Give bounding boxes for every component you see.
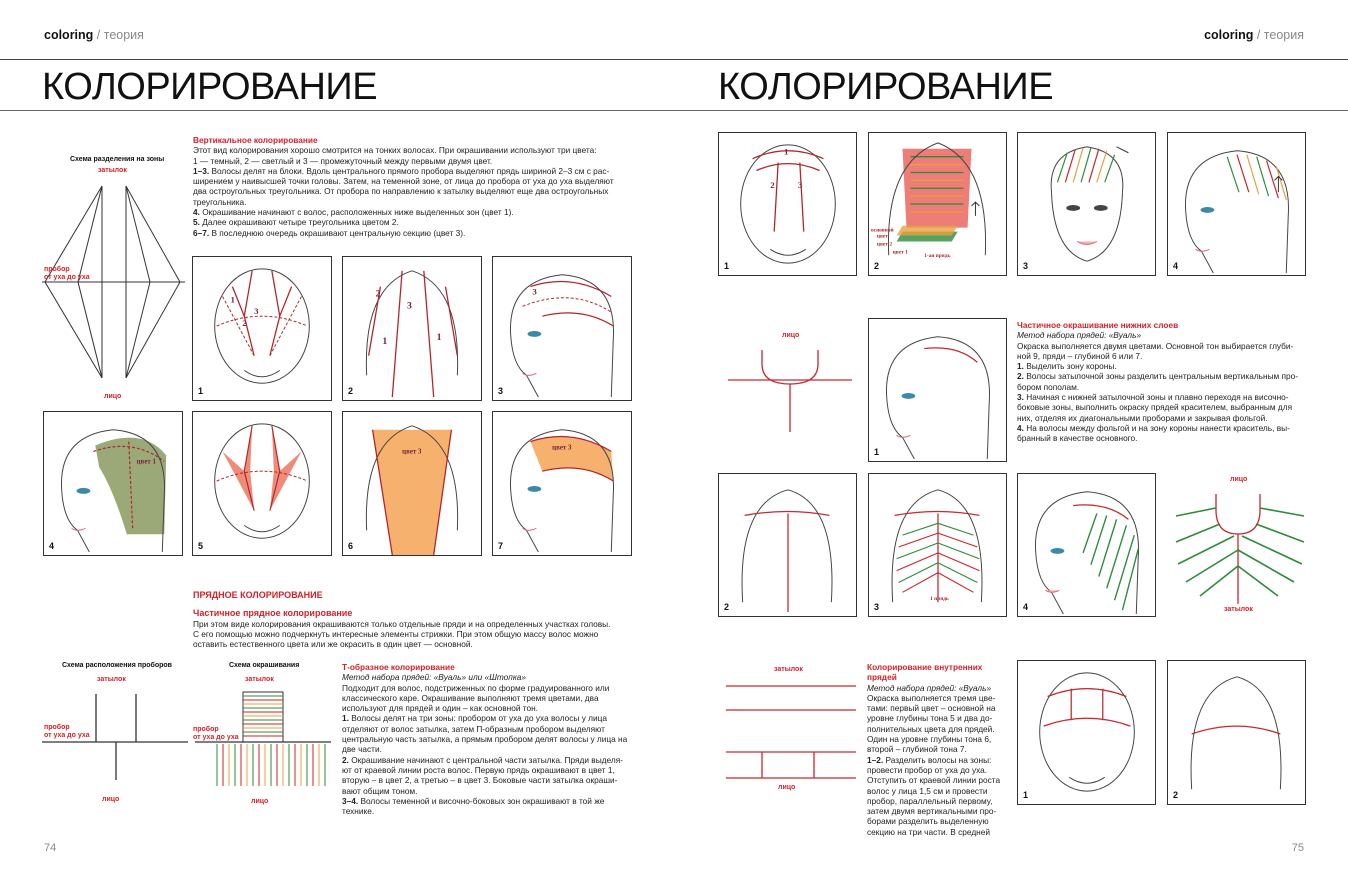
header-rule bbox=[0, 59, 1348, 60]
section-heading: Т-образное колорирование bbox=[342, 662, 455, 672]
brand: coloring bbox=[1204, 28, 1254, 42]
svg-text:3: 3 bbox=[797, 180, 803, 191]
svg-text:1: 1 bbox=[784, 146, 789, 157]
head-panel-7 bbox=[492, 411, 632, 556]
scheme-top-label: затылок bbox=[97, 676, 126, 683]
page-number-left: 74 bbox=[44, 842, 57, 854]
fan-scheme bbox=[1172, 474, 1308, 618]
partings-scheme bbox=[40, 662, 190, 812]
panel-number: 4 bbox=[1173, 261, 1179, 271]
panel-number: 5 bbox=[198, 541, 204, 551]
inner-top-label: затылок bbox=[774, 666, 803, 673]
panel-number: 6 bbox=[348, 541, 354, 551]
section-heading: Вертикальное колорирование bbox=[193, 135, 318, 145]
panel-number: 3 bbox=[1023, 261, 1029, 271]
right-row3-panel-4 bbox=[1017, 473, 1156, 617]
panel-number: 7 bbox=[498, 541, 504, 551]
svg-text:цвет 1: цвет 1 bbox=[892, 249, 908, 256]
right-row3-panel-2 bbox=[718, 473, 857, 617]
svg-text:1: 1 bbox=[436, 331, 442, 343]
head-panel-1 bbox=[192, 256, 332, 401]
svg-text:3: 3 bbox=[407, 300, 412, 312]
scheme-bottom-label: лицо bbox=[104, 393, 122, 400]
scheme-heading: Схема разделения на зоны bbox=[70, 156, 165, 163]
right-top-panel-3 bbox=[1017, 132, 1156, 276]
fan-bottom-label: затылок bbox=[1224, 606, 1253, 613]
svg-text:2: 2 bbox=[242, 318, 247, 329]
vertical-coloring-text: Вертикальное колорирование Этот вид колорирования хорошо смотрится на тонких волосах. При окрашивании используют три цвета: 1 — темный, 2 — светлый и 3 — промежуточный между первыми двумя цвет. 1–3. Волосы делят на блоки. Вдоль центрального прямого пробора выделяют прядь шириной 2–3 см с рас- ширением у наивысшей точки головы. Затем, на теменной зоне, от лица до пробора от уха до уха выделяют два остроугольных треугольника. От пробора по направлению к затылку выделяют еще два остроугольных треугольника. 4. Окрашивание начинают с волос, расположенных ниже выделенных зон (цвет 1). 5. Далее окрашивают четыре треугольника цветом 2. 6–7. В последнюю очередь окрашивают центральную секцию (цвет 3). bbox=[193, 135, 633, 238]
head-panel-5 bbox=[192, 411, 332, 556]
section-heading: Частичное окрашивание нижних слоев bbox=[1017, 320, 1179, 330]
scheme-parting-label: пробор от уха до уха bbox=[44, 724, 90, 739]
head-panel-4 bbox=[43, 411, 183, 556]
zone-scheme bbox=[40, 150, 190, 405]
svg-text:цвет 1: цвет 1 bbox=[136, 458, 156, 466]
right-top-panel-2 bbox=[868, 132, 1007, 276]
scheme-label: лицо bbox=[782, 332, 800, 339]
t-shaped-text: Т-образное колорирование Метод набора прядей: «Вуаль» или «Штопка» Подходит для волос, подстриженных по форме градуированного или классического каре. Окрашивание выполняют тремя цветами, два используют для прядей и один – как основной тон. 1. Волосы делят на три зоны: пробором от уха до уха волосы у лица отделяют от волос затылка, затем П-образным пробором выделяют центральную часть затылка, а прямым пробором делят волосы у лица на две части. 2. Окрашивание начинают с центральной части затылка. Пряди выделя- ют от краевой линии роста волос. Первую прядь окрашивают в цвет 1, вторую – в цвет 2, а третью – в цвет 3. Боковые части затылка окраши- вают общим тоном. 3–4. Волосы теменной и височно-боковых зон окрашивают в той же технике. bbox=[342, 662, 634, 816]
title-rule bbox=[0, 110, 1348, 111]
brand: coloring bbox=[44, 28, 94, 42]
section-heading: Колорирование внутренних bbox=[867, 662, 983, 672]
panel-number: 1 bbox=[1023, 790, 1029, 800]
page-title-left: КОЛОРИРОВАНИЕ bbox=[42, 66, 378, 108]
svg-text:2: 2 bbox=[770, 180, 775, 191]
section: теория bbox=[1263, 28, 1304, 42]
zone-scheme-lines bbox=[40, 178, 190, 418]
right-row3-panel-3 bbox=[868, 473, 1007, 617]
right-bottom-panel-2 bbox=[1167, 660, 1306, 805]
scheme-bottom-label: лицо bbox=[251, 798, 269, 805]
svg-text:цвет: цвет bbox=[876, 233, 888, 240]
svg-text:1: 1 bbox=[230, 294, 235, 305]
scheme-top-label: затылок bbox=[245, 676, 274, 683]
right-bottom-panel-1 bbox=[1017, 660, 1156, 805]
inner-bottom-label: лицо bbox=[778, 784, 796, 791]
panel-number: 1 bbox=[198, 386, 204, 396]
section-title: ПРЯДНОЕ КОЛОРИРОВАНИЕ bbox=[193, 590, 323, 600]
section: теория bbox=[103, 28, 144, 42]
right-mid-panel bbox=[868, 318, 1007, 462]
inner-strands-text: Колорирование внутренних прядей Метод набора прядей: «Вуаль» Окраска выполняется тремя цве- тами: первый цвет – основной на уровне глубины тона 5 и два до- полнительных цвета для прядей. Один на уровне глубины тона 6, второй – глубиной тона 7. 1–2. Разделить волосы на зоны: провести пробор от уха до уха. Отступить от краевой линии роста волос у лица 1,5 см и провести пробор, параллельный первому, затем двумя вертикальными про- борами разделить выделенную секцию на три части. В средней bbox=[867, 662, 1017, 837]
strand-coloring-text: ПРЯДНОЕ КОЛОРИРОВАНИЕ Частичное прядное колорирование При этом виде колорирования окрашиваются только отдельные пряди и на определенных участках головы. С его помощью можно подчеркнуть интересные элементы стрижки. При этом общую массу волос можно оставить естественного цвета или же окрасить в один цвет — основной. bbox=[193, 590, 633, 649]
page-title-right: КОЛОРИРОВАНИЕ bbox=[718, 66, 1054, 108]
right-top-panel-1 bbox=[718, 132, 857, 276]
panel-number: 2 bbox=[348, 386, 354, 396]
svg-text:1-ая прядь: 1-ая прядь bbox=[924, 253, 951, 260]
svg-text:основной: основной bbox=[870, 227, 894, 234]
panel-number: 4 bbox=[49, 541, 55, 551]
panel-number: 2 bbox=[874, 261, 880, 271]
panel-number: 2 bbox=[1173, 790, 1179, 800]
head-panel-2 bbox=[342, 256, 482, 401]
inner-scheme bbox=[726, 664, 858, 794]
svg-text:2: 2 bbox=[375, 288, 381, 300]
lower-layers-text: Частичное окрашивание нижних слоев Метод набора прядей: «Вуаль» Окраска выполняется двумя цветами. Основной тон выбирается глуби- ной 9, пряди – глубиной 6 или 7. 1. Выделить зону короны. 2. Волосы затылочной зоны разделить центральным вертикальным про- бором пополам. 3. Начиная с нижней затылочной зоны и плавно переходя на височно- боковые зоны, выполнить окраску прядей красителем, выбранным для них, отделяя их диагональными проборами и закрывая фольгой. 4. На волосы между фольгой и на зону короны нанести краситель, вы- бранный в качестве основного. bbox=[1017, 320, 1307, 444]
panel-number: 1 bbox=[874, 447, 880, 457]
scheme-top-label: затылок bbox=[98, 167, 127, 174]
svg-text:цвет 3: цвет 3 bbox=[552, 444, 572, 452]
svg-text:3: 3 bbox=[254, 306, 259, 317]
panel-number: 1 bbox=[724, 261, 730, 271]
scheme-heading: Схема расположения проборов bbox=[62, 662, 172, 669]
panel-number: 4 bbox=[1023, 602, 1029, 612]
svg-text:1 прядь: 1 прядь bbox=[930, 596, 949, 603]
section-heading: Частичное прядное колорирование bbox=[193, 608, 353, 619]
right-top-panel-4 bbox=[1167, 132, 1306, 276]
scheme-heading: Схема окрашивания bbox=[229, 662, 300, 669]
t-scheme bbox=[728, 330, 854, 430]
coloring-scheme bbox=[193, 662, 333, 812]
panel-number: 3 bbox=[498, 386, 504, 396]
head-panel-3 bbox=[492, 256, 632, 401]
right-header: coloring / теория bbox=[1204, 28, 1304, 42]
scheme-parting-label: пробор от уха до уха bbox=[44, 266, 90, 281]
svg-text:цвет 2: цвет 2 bbox=[876, 241, 893, 248]
scheme-parting-label: пробор от уха до уха bbox=[193, 726, 239, 741]
svg-text:3: 3 bbox=[532, 286, 537, 297]
head-panel-6 bbox=[342, 411, 482, 556]
panel-number: 3 bbox=[874, 602, 880, 612]
left-header: coloring / теория bbox=[44, 28, 144, 42]
fan-top-label: лицо bbox=[1230, 476, 1248, 483]
svg-text:цвет 3: цвет 3 bbox=[402, 448, 422, 456]
page-number-right: 75 bbox=[1291, 842, 1304, 854]
scheme-bottom-label: лицо bbox=[102, 796, 120, 803]
panel-number: 2 bbox=[724, 602, 730, 612]
svg-text:1: 1 bbox=[382, 335, 388, 347]
